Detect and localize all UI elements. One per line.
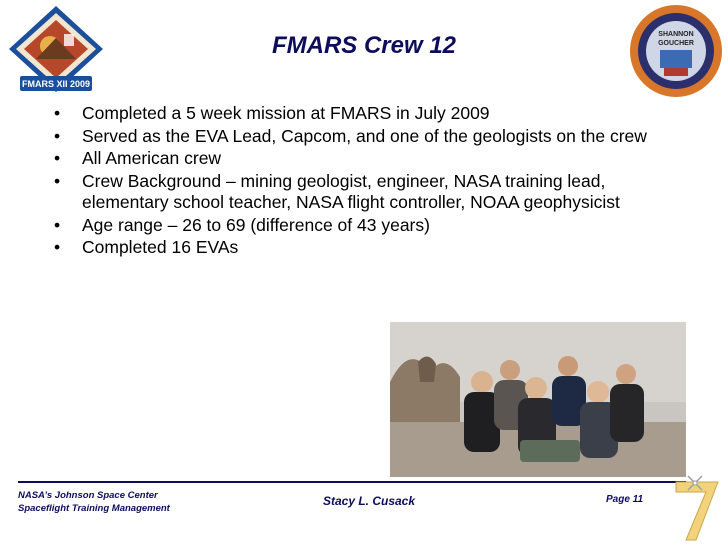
bullet-icon: • xyxy=(54,214,61,235)
footer-organization xyxy=(18,489,170,515)
bullet-icon: • xyxy=(54,148,61,168)
patch-right-text-top: SHANNON xyxy=(658,31,694,38)
footer-org-line2: Spaceflight Training Management xyxy=(18,503,170,514)
bullet-icon: • xyxy=(54,170,61,191)
bullet-text: Age range – 26 to 69 (difference of 43 years) xyxy=(82,214,430,235)
bullet-text: All American crew xyxy=(82,148,222,168)
bullet-text: Crew Background – mining geologist, engineer, NASA training lead, elementary school teacher, NASA flight controller, NOAA geophysicist xyxy=(82,170,620,212)
bullet-item xyxy=(52,148,652,170)
footer-page-number: Page 11 xyxy=(606,494,644,505)
bullet-item xyxy=(52,171,652,214)
crew-photo-illustration xyxy=(390,322,686,477)
slide-title: FMARS Crew 12 xyxy=(271,32,457,59)
bullet-item xyxy=(52,126,652,148)
patch-right-text-bottom: GOUCHER xyxy=(658,40,694,47)
crew-mission-patch-right xyxy=(626,2,726,100)
bullet-list xyxy=(52,103,652,260)
crew-photo xyxy=(390,322,686,477)
bullet-item xyxy=(52,237,652,259)
patch-left-text: FMARS XII 2009 xyxy=(21,79,91,89)
bullet-text: Completed a 5 week mission at FMARS in July 2009 xyxy=(82,103,490,123)
footer-author: Stacy L. Cusack xyxy=(322,494,416,508)
bullet-item xyxy=(52,215,652,237)
bullet-icon: • xyxy=(54,237,61,257)
nasa-seven-icon xyxy=(668,470,724,542)
bullet-item xyxy=(52,103,652,125)
bullet-text: Completed 16 EVAs xyxy=(82,237,239,257)
footer-divider xyxy=(18,481,686,483)
bullet-icon: • xyxy=(54,103,61,123)
bullet-icon: • xyxy=(54,125,61,146)
bullet-text: Served as the EVA Lead, Capcom, and one of the geologists on the crew xyxy=(82,125,647,146)
footer-org-line1: NASA’s Johnson Space Center xyxy=(18,490,158,501)
